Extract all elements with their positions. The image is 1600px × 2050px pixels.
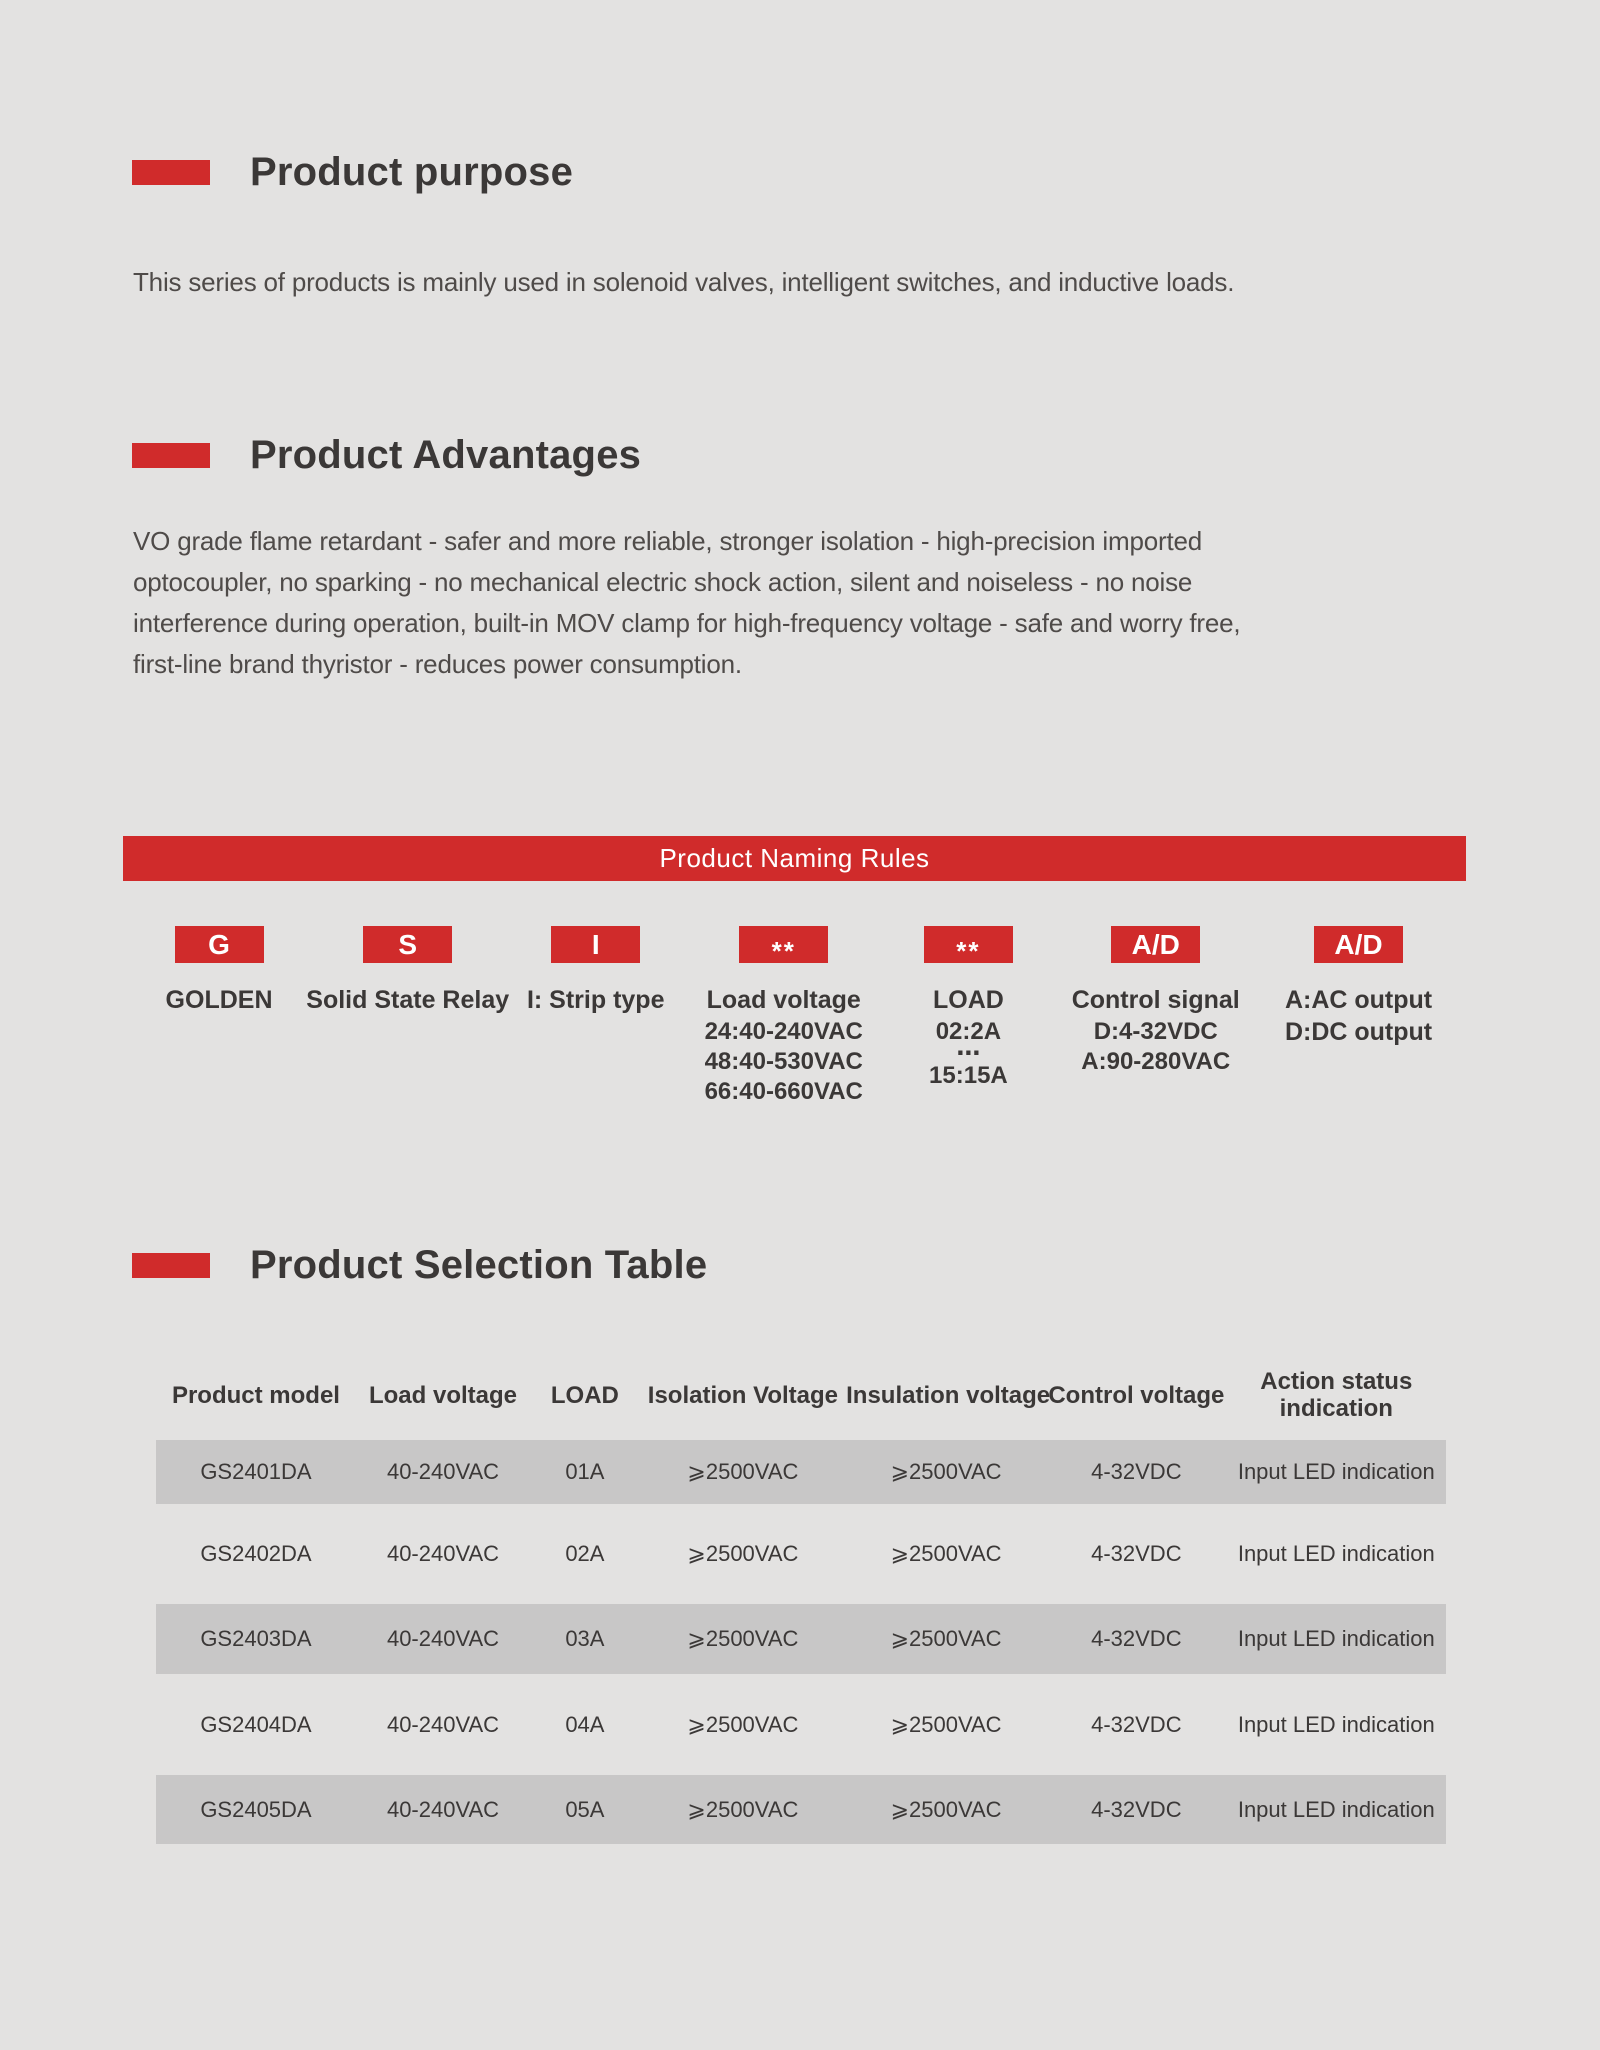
advantages-line: interference during operation, built-in MOV clamp for high-frequency voltage - safe and worry free, — [133, 608, 1241, 638]
table-row — [156, 1504, 1446, 1604]
table-header-isolation-voltage: Isolation Voltage — [647, 1381, 839, 1409]
naming-code-box: S — [363, 926, 452, 963]
table-header-product-model: Product model — [171, 1381, 340, 1409]
cell-insulation-voltage: ⩾2500VAC — [890, 1459, 1002, 1484]
cell-action-status: Input LED indication — [1237, 1459, 1435, 1484]
naming-item-output-type — [1251, 926, 1466, 1107]
naming-item-control-signal — [1060, 926, 1251, 1107]
naming-rules-row — [123, 926, 1466, 1107]
cell-insulation-voltage: ⩾2500VAC — [890, 1626, 1002, 1651]
table-header-insulation-voltage: Insulation voltage — [846, 1381, 1051, 1409]
naming-detail-ellipsis: ⋯ — [956, 1040, 981, 1067]
table-row — [156, 1674, 1446, 1775]
cell-load-voltage: 40-240VAC — [386, 1626, 500, 1651]
naming-code-box: A/D — [1111, 926, 1200, 963]
cell-load: 02A — [565, 1541, 605, 1566]
naming-code-box: I — [551, 926, 640, 963]
naming-item-g — [123, 926, 315, 1107]
naming-item-s — [306, 926, 510, 1107]
cell-isolation-voltage: ⩾2500VAC — [687, 1626, 799, 1651]
selection-table — [156, 1368, 1446, 1844]
advantages-line: optocoupler, no sparking - no mechanical electric shock action, silent and noiseless - no noise — [133, 567, 1193, 597]
naming-label: Solid State Relay — [306, 986, 510, 1014]
cell-product-model: GS2403DA — [200, 1626, 312, 1651]
naming-code-box: G — [175, 926, 264, 963]
cell-isolation-voltage: ⩾2500VAC — [687, 1541, 799, 1566]
cell-product-model: GS2402DA — [200, 1541, 312, 1566]
naming-label: A:AC output — [1284, 986, 1433, 1014]
naming-details — [705, 1017, 863, 1107]
section-title-purpose: Product purpose — [250, 150, 574, 194]
section-header-selection — [132, 1243, 707, 1288]
cell-load: 05A — [565, 1796, 605, 1822]
naming-rules-banner: Product Naming Rules — [123, 836, 1466, 881]
advantages-paragraph — [133, 521, 1240, 685]
cell-control-voltage: 4-32VDC — [1091, 1626, 1182, 1651]
cell-product-model: GS2401DA — [200, 1459, 312, 1484]
cell-control-voltage: 4-32VDC — [1091, 1541, 1182, 1566]
cell-action-status: Input LED indication — [1237, 1711, 1435, 1737]
table-header-load-voltage: Load voltage — [368, 1381, 518, 1409]
naming-label: LOAD — [932, 986, 1004, 1014]
section-title-selection: Product Selection Table — [250, 1243, 708, 1287]
naming-label: Load voltage — [706, 986, 861, 1014]
naming-detail: 15:15A — [929, 1062, 1008, 1089]
naming-detail: D:DC output — [1284, 1018, 1433, 1046]
cell-control-voltage: 4-32VDC — [1091, 1711, 1182, 1737]
cell-load-voltage: 40-240VAC — [386, 1459, 500, 1484]
cell-load-voltage: 40-240VAC — [386, 1796, 500, 1822]
naming-code-box: ** — [739, 926, 828, 963]
naming-item-i — [500, 926, 691, 1107]
cell-isolation-voltage: ⩾2500VAC — [687, 1796, 799, 1822]
cell-product-model: GS2404DA — [200, 1711, 312, 1737]
naming-label: I: Strip type — [526, 986, 665, 1014]
cell-load: 04A — [565, 1711, 605, 1737]
cell-action-status: Input LED indication — [1237, 1541, 1435, 1566]
cell-control-voltage: 4-32VDC — [1091, 1796, 1182, 1822]
purpose-paragraph: This series of products is mainly used in solenoid valves, intelligent switches, and inductive loads. — [133, 267, 1235, 297]
naming-detail: 24:40-240VAC — [704, 1018, 863, 1045]
naming-detail: A:90-280VAC — [1081, 1048, 1231, 1075]
cell-insulation-voltage: ⩾2500VAC — [890, 1796, 1002, 1822]
naming-detail: 02:2A — [935, 1018, 1002, 1045]
cell-insulation-voltage: ⩾2500VAC — [890, 1711, 1002, 1737]
table-header-action-status: Action status indication — [1260, 1368, 1413, 1422]
cell-load: 03A — [565, 1626, 605, 1651]
section-header-purpose — [132, 150, 573, 195]
naming-label: Control signal — [1071, 986, 1240, 1014]
naming-detail: 48:40-530VAC — [704, 1048, 863, 1075]
naming-label: GOLDEN — [165, 986, 273, 1014]
section-accent-bar — [132, 1253, 210, 1278]
section-accent-bar — [132, 160, 210, 185]
naming-details — [1285, 1017, 1432, 1047]
table-row — [156, 1775, 1446, 1844]
naming-detail: 66:40-660VAC — [704, 1078, 863, 1105]
cell-isolation-voltage: ⩾2500VAC — [687, 1459, 799, 1484]
advantages-line: VO grade flame retardant - safer and more reliable, stronger isolation - high-precision imported — [133, 526, 1202, 556]
naming-code-box: ** — [924, 926, 1013, 963]
naming-detail: D:4-32VDC — [1093, 1018, 1218, 1045]
table-header-row — [156, 1368, 1446, 1422]
advantages-line: first-line brand thyristor - reduces power consumption. — [133, 649, 742, 679]
naming-item-load — [876, 926, 1060, 1107]
section-title-advantages: Product Advantages — [250, 433, 642, 477]
cell-action-status: Input LED indication — [1237, 1626, 1435, 1651]
naming-details — [929, 1017, 1008, 1091]
cell-isolation-voltage: ⩾2500VAC — [687, 1711, 799, 1737]
table-row — [156, 1440, 1446, 1504]
naming-details — [1081, 1017, 1230, 1077]
cell-load: 01A — [565, 1459, 605, 1484]
cell-load-voltage: 40-240VAC — [386, 1711, 500, 1737]
table-row — [156, 1604, 1446, 1674]
table-header-control-voltage: Control voltage — [1048, 1381, 1225, 1409]
cell-load-voltage: 40-240VAC — [386, 1541, 500, 1566]
section-accent-bar — [132, 443, 210, 468]
cell-insulation-voltage: ⩾2500VAC — [890, 1541, 1002, 1566]
section-header-advantages — [132, 433, 641, 478]
table-header-load: LOAD — [550, 1381, 619, 1409]
cell-control-voltage: 4-32VDC — [1091, 1459, 1182, 1484]
naming-item-load-voltage — [691, 926, 876, 1107]
naming-code-box: A/D — [1314, 926, 1403, 963]
cell-action-status: Input LED indication — [1237, 1796, 1435, 1822]
cell-product-model: GS2405DA — [200, 1796, 312, 1822]
